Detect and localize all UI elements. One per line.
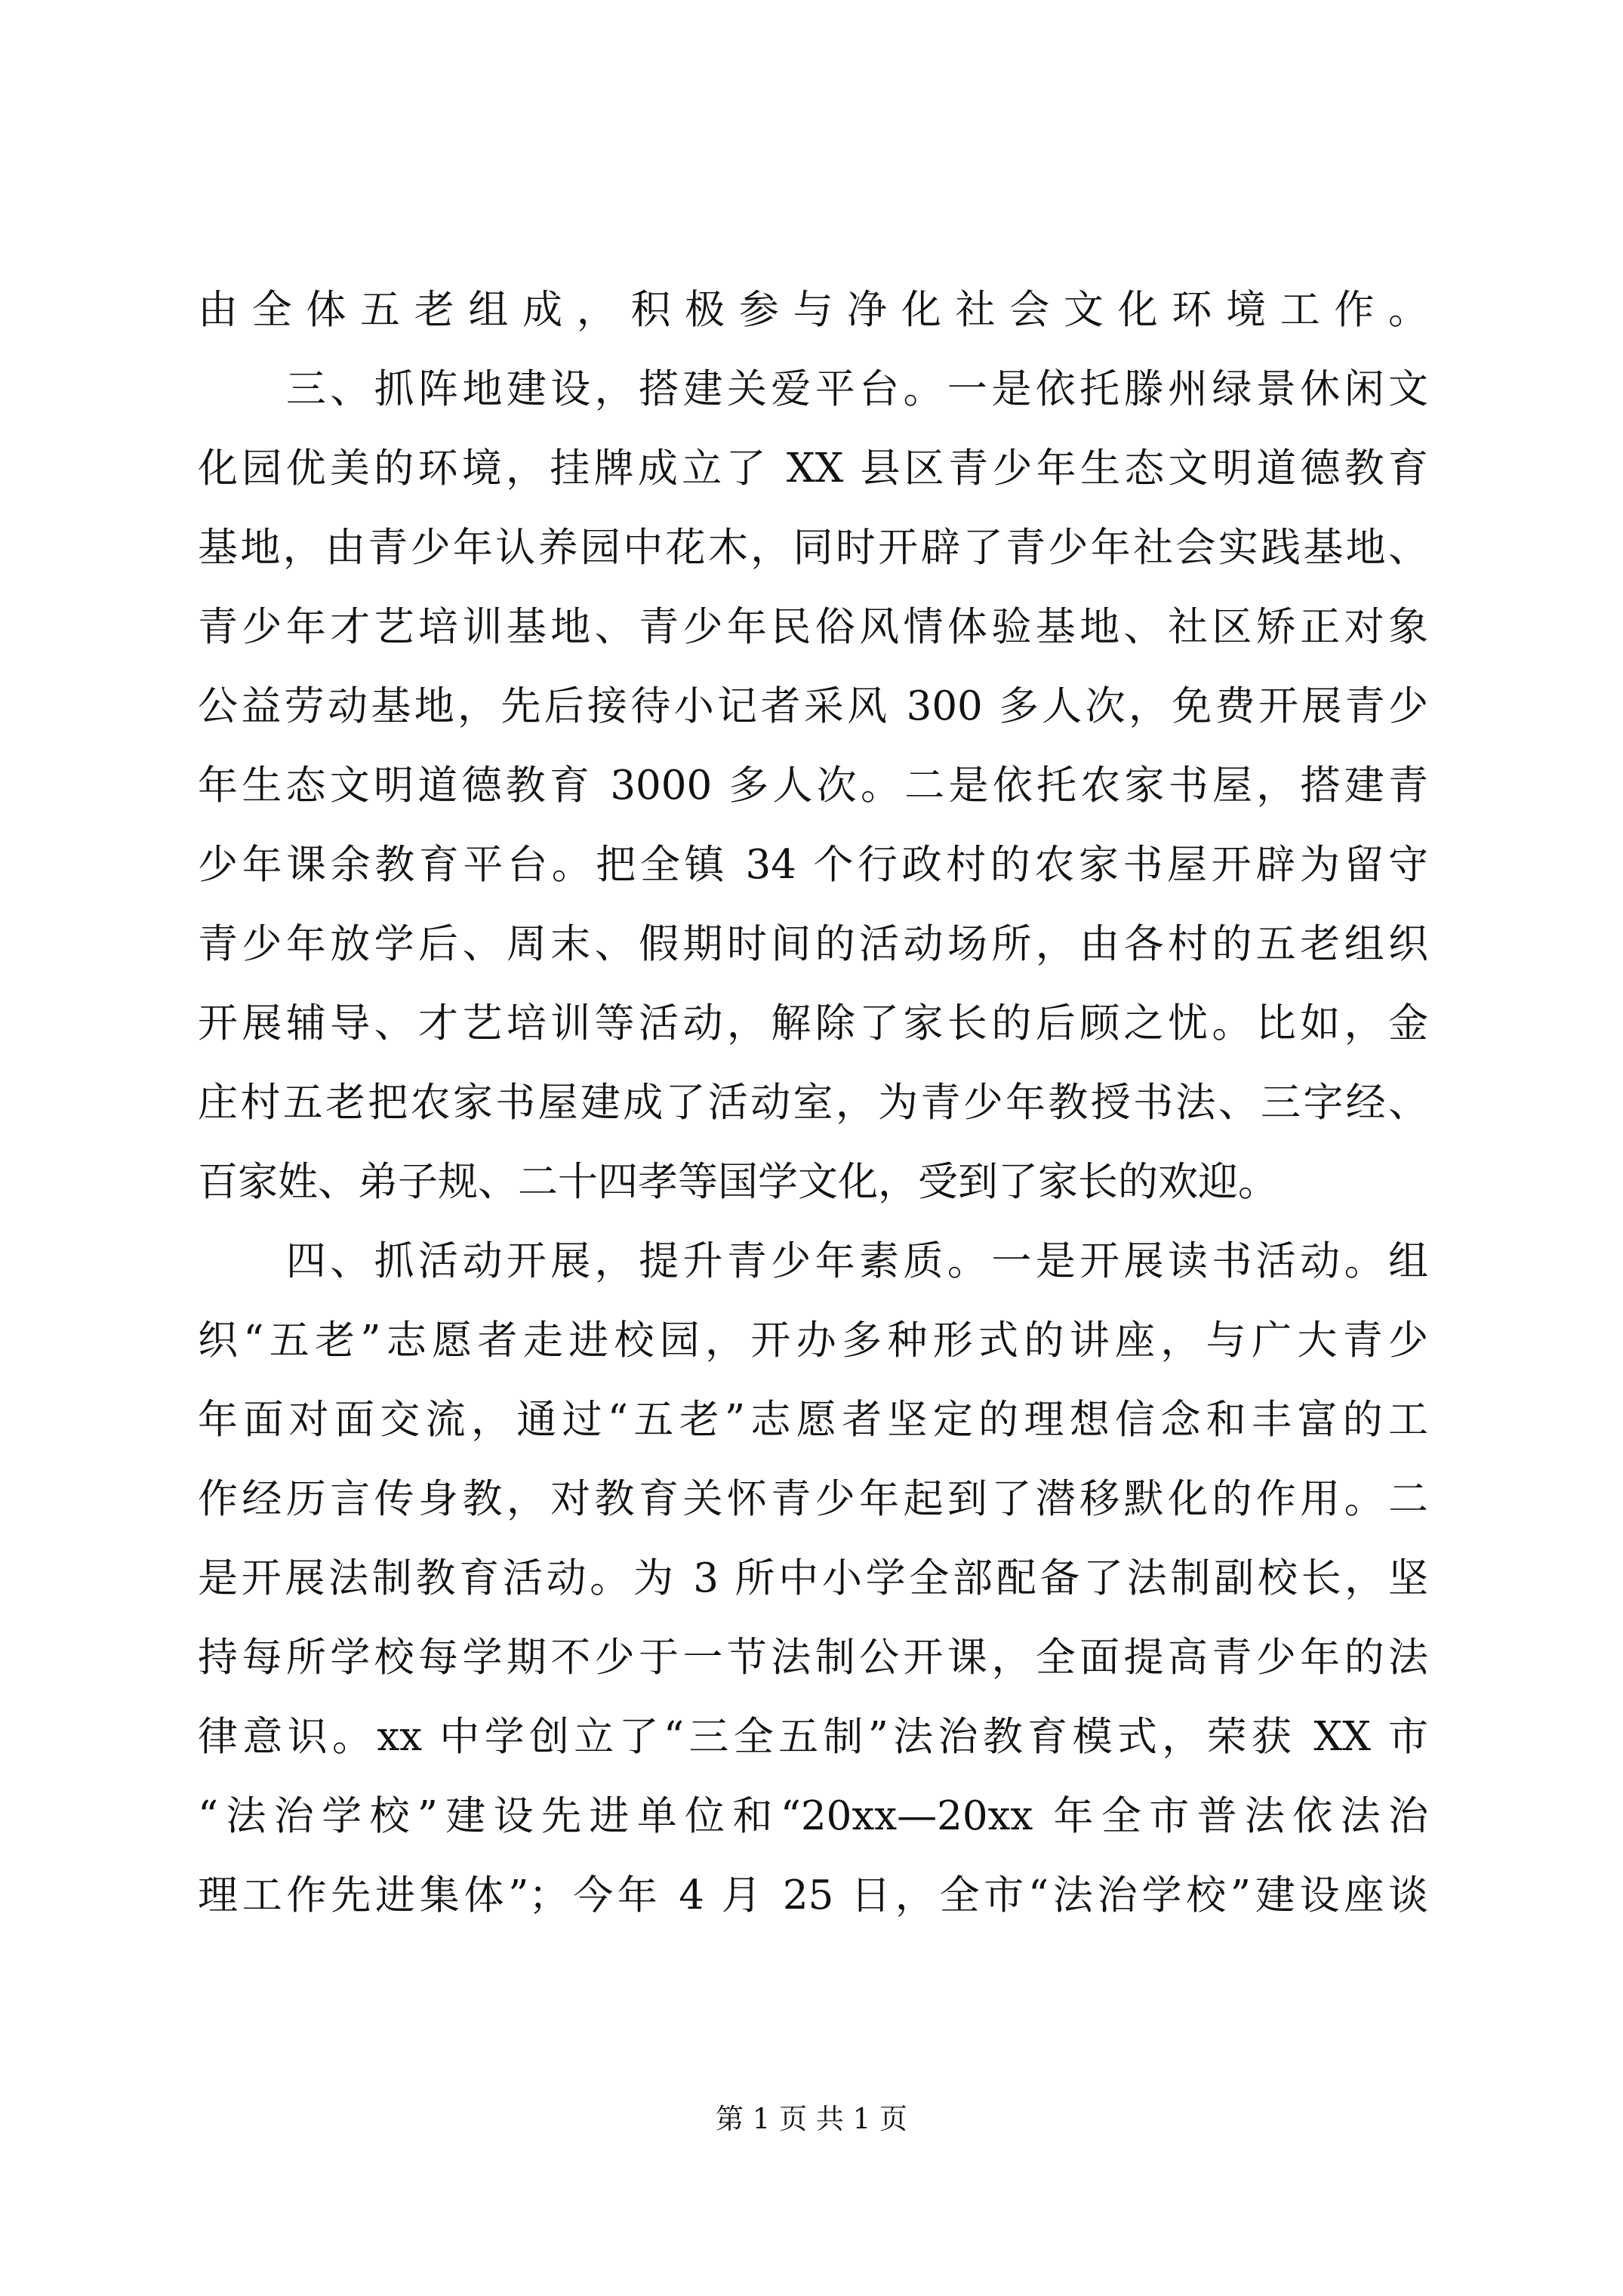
text-line: 百家姓、弟子规、二十四孝等国学文化，受到了家长的欢迎。 bbox=[198, 1159, 1278, 1205]
text-line: 由全体五老组成，积极参与净化社会文化环境工作。 bbox=[198, 287, 1428, 333]
text-line: 公益劳动基地，先后接待小记者采风 300 多人次，免费开展青少 bbox=[198, 683, 1428, 729]
text-line: 青少年放学后、周末、假期时间的活动场所，由各村的五老组织 bbox=[198, 921, 1428, 967]
page-number-footer: 第 1 页 共 1 页 bbox=[716, 2103, 907, 2135]
document-body bbox=[198, 270, 1428, 1935]
text-line: 年面对面交流，通过“五老”志愿者坚定的理想信念和丰富的工 bbox=[198, 1397, 1428, 1443]
text-line: 织“五老”志愿者走进校园，开办多种形式的讲座，与广大青少 bbox=[198, 1318, 1428, 1364]
text-line: 青少年才艺培训基地、青少年民俗风情体验基地、社区矫正对象 bbox=[198, 604, 1428, 650]
text-line: 律意识。xx 中学创立了“三全五制”法治教育模式，荣获 XX 市 bbox=[198, 1714, 1428, 1760]
text-line: 是开展法制教育活动。为 3 所中小学全部配备了法制副校长，坚 bbox=[198, 1555, 1428, 1601]
text-line: “法治学校”建设先进单位和“20xx—20xx 年全市普法依法治 bbox=[198, 1793, 1428, 1839]
text-line: 开展辅导、才艺培训等活动，解除了家长的后顾之忧。比如，金 bbox=[198, 1000, 1428, 1046]
text-line: 基地，由青少年认养园中花木，同时开辟了青少年社会实践基地、 bbox=[198, 525, 1428, 571]
text-line: 少年课余教育平台。把全镇 34 个行政村的农家书屋开辟为留守 bbox=[198, 842, 1428, 888]
text-line: 化园优美的环境，挂牌成立了 XX 县区青少年生态文明道德教育 bbox=[198, 445, 1428, 492]
text-line: 作经历言传身教，对教育关怀青少年起到了潜移默化的作用。二 bbox=[198, 1476, 1428, 1522]
text-line: 理工作先进集体”；今年 4 月 25 日，全市“法治学校”建设座谈 bbox=[198, 1872, 1428, 1918]
text-line: 年生态文明道德教育 3000 多人次。二是依托农家书屋，搭建青 bbox=[198, 763, 1428, 809]
text-line: 四、抓活动开展，提升青少年素质。一是开展读书活动。组 bbox=[198, 1238, 1428, 1284]
text-line: 庄村五老把农家书屋建成了活动室，为青少年教授书法、三字经、 bbox=[198, 1080, 1428, 1126]
text-line: 持每所学校每学期不少于一节法制公开课，全面提高青少年的法 bbox=[198, 1635, 1428, 1681]
text-line: 三、抓阵地建设，搭建关爱平台。一是依托滕州绿景休闲文 bbox=[198, 366, 1428, 412]
